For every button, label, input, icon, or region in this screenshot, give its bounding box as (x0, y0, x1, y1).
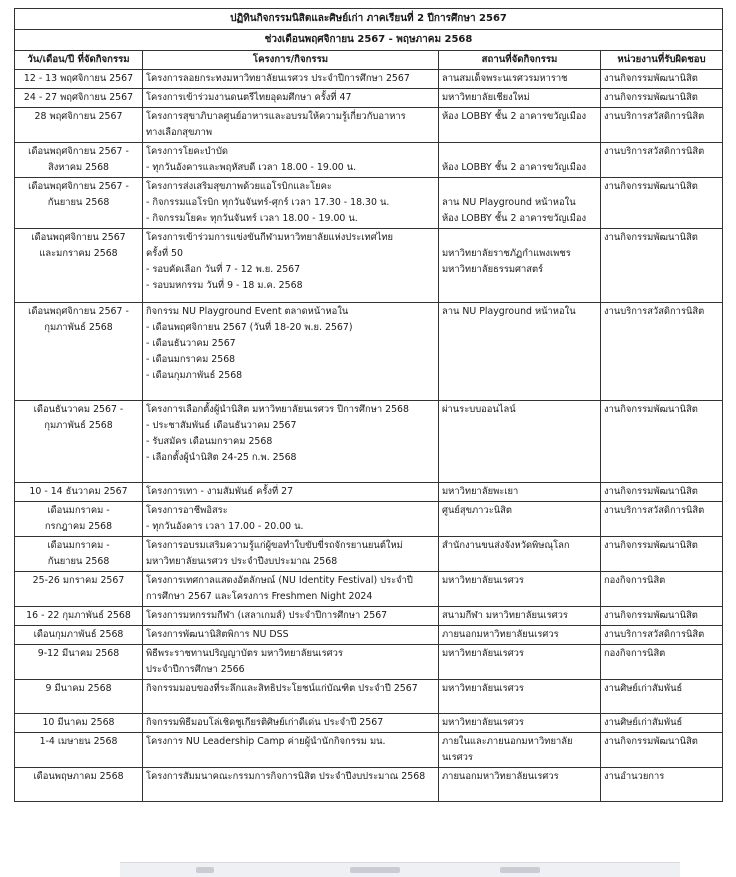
place-line: ห้อง LOBBY ชั้น 2 อาคารขวัญเมือง (442, 162, 587, 173)
date-line: เดือนมกราคม - (47, 540, 110, 551)
place-cell (439, 607, 601, 626)
date-cell (15, 178, 143, 229)
unit-line: งานกิจกรรมพัฒนานิสิต (604, 181, 698, 192)
place-cell (439, 537, 601, 572)
date-line: เดือนพฤศจิกายน 2567 (31, 232, 126, 243)
date-line: สิงหาคม 2568 (47, 162, 110, 173)
place-line: มหาวิทยาลัยนเรศวร (442, 575, 524, 586)
project-line: โครงการเข้าร่วมการแข่งขันกีฬามหาวิทยาลัยแห่งประเทศไทย (146, 232, 394, 243)
header-row (15, 51, 723, 70)
unit-cell (601, 178, 723, 229)
project-line: - กิจกรรมแอโรบิก ทุกวันจันทร์-ศุกร์ เวลา 17.30 - 18.30 น. (146, 197, 390, 208)
table-row (15, 626, 723, 645)
date-cell (15, 303, 143, 401)
date-line: กุมภาพันธ์ 2568 (44, 420, 113, 431)
project-line: - เดือนมกราคม 2568 (146, 354, 236, 365)
project-line: โครงการเลือกตั้งผู้นำนิสิต มหาวิทยาลัยนเรศวร ปีการศึกษา 2568 (146, 404, 409, 415)
date-cell (15, 626, 143, 645)
unit-line: งานกิจกรรมพัฒนานิสิต (604, 92, 698, 103)
date-line: เดือนกุมภาพันธ์ 2568 (33, 629, 124, 640)
toolbar-icon[interactable] (196, 867, 214, 873)
place-cell (439, 733, 601, 768)
place-cell (439, 680, 601, 714)
project-line: - กิจกรรมโยคะ ทุกวันจันทร์ เวลา 18.00 - 19.00 น. (146, 213, 358, 224)
subtitle-row (15, 30, 723, 51)
place-line: มหาวิทยาลัยนเรศวร (442, 717, 524, 728)
date-line: กรกฎาคม 2568 (44, 521, 113, 532)
unit-line: งานอำนวยการ (604, 771, 665, 782)
table-row (15, 178, 723, 229)
project-cell (143, 502, 439, 537)
unit-cell (601, 143, 723, 178)
unit-line: กองกิจการนิสิต (604, 648, 666, 659)
date-line: เดือนพฤษภาคม 2568 (33, 771, 124, 782)
project-line: กิจกรรมมอบของที่ระลึกและสิทธิประโยชน์แก่บัณฑิต ประจำปี 2567 (146, 683, 418, 694)
project-cell (143, 680, 439, 714)
date-line: 24 - 27 พฤศจิกายน 2567 (23, 92, 134, 103)
zoom-field[interactable] (350, 867, 400, 873)
place-line (442, 230, 597, 246)
project-cell (143, 733, 439, 768)
table-row (15, 401, 723, 483)
project-cell (143, 229, 439, 303)
date-line: เดือนพฤศจิกายน 2567 - (28, 146, 129, 157)
date-line: เดือนพฤศจิกายน 2567 - (28, 181, 129, 192)
place-cell (439, 89, 601, 108)
unit-cell (601, 645, 723, 680)
place-line (442, 179, 597, 195)
project-line: ประจำปีการศึกษา 2566 (146, 664, 245, 675)
unit-line: งานศิษย์เก่าสัมพันธ์ (604, 683, 683, 694)
date-line: 1-4 เมษายน 2568 (39, 736, 118, 747)
unit-line: งานบริการสวัสดิการนิสิต (604, 505, 705, 516)
place-cell (439, 483, 601, 502)
project-line: - เลือกตั้งผู้นำนิสิต 24-25 ก.พ. 2568 (146, 452, 297, 463)
unit-cell (601, 768, 723, 802)
project-line: - เดือนกุมภาพันธ์ 2568 (146, 370, 243, 381)
project-line: - เดือนธันวาคม 2567 (146, 338, 236, 349)
table-row (15, 70, 723, 89)
unit-line: งานบริการสวัสดิการนิสิต (604, 146, 705, 157)
date-cell (15, 89, 143, 108)
project-line: โครงการอาชีพอิสระ (146, 505, 228, 516)
header-unit: หน่วยงานที่รับผิดชอบ (601, 51, 723, 70)
unit-line: กองกิจการนิสิต (604, 575, 666, 586)
table-row (15, 229, 723, 303)
unit-line: งานกิจกรรมพัฒนานิสิต (604, 73, 698, 84)
project-line: - เดือนพฤศจิกายน 2567 (วันที่ 18-20 พ.ย. 2567) (146, 322, 353, 333)
date-cell (15, 229, 143, 303)
table-row (15, 572, 723, 607)
project-cell (143, 108, 439, 143)
place-line: ลานสมเด็จพระนเรศวรมหาราช (442, 73, 568, 84)
unit-cell (601, 303, 723, 401)
unit-cell (601, 607, 723, 626)
place-cell (439, 303, 601, 401)
project-cell (143, 178, 439, 229)
project-line: มหาวิทยาลัยนเรศวร ประจำปีงบประมาณ 2568 (146, 556, 338, 567)
project-line: โครงการพัฒนานิสิตพิการ NU DSS (146, 629, 289, 640)
date-line: 10 มีนาคม 2568 (42, 717, 115, 728)
place-line: มหาวิทยาลัยนเรศวร (442, 683, 524, 694)
project-line: โครงการเทศกาลแสดงอัตลักษณ์ (NU Identity Festival) ประจำปี (146, 575, 413, 586)
project-line: - ทุกวันอังคารและพฤหัสบดี เวลา 18.00 - 19.00 น. (146, 162, 357, 173)
activity-calendar-table (14, 8, 723, 802)
table-row (15, 733, 723, 768)
date-cell (15, 401, 143, 483)
date-cell (15, 768, 143, 802)
project-line: โครงการมหกรรมกีฬา (เสลาเกมส์) ประจำปีการศึกษา 2567 (146, 610, 388, 621)
place-cell (439, 768, 601, 802)
place-line: มหาวิทยาลัยเชียงใหม่ (442, 92, 530, 103)
project-line: โครงการสัมมนาคณะกรรมการกิจการนิสิต ประจำปีงบประมาณ 2568 (146, 771, 426, 782)
calendar-page (14, 8, 722, 802)
unit-cell (601, 626, 723, 645)
date-line: 25-26 มกราคม 2567 (32, 575, 125, 586)
unit-cell (601, 733, 723, 768)
place-line: ห้อง LOBBY ชั้น 2 อาคารขวัญเมือง (442, 213, 587, 224)
date-cell (15, 645, 143, 680)
place-cell (439, 502, 601, 537)
unit-cell (601, 401, 723, 483)
place-cell (439, 143, 601, 178)
unit-cell (601, 537, 723, 572)
project-line: - รอบมหกรรม วันที่ 9 - 18 ม.ค. 2568 (146, 280, 303, 291)
place-line: นเรศวร (442, 752, 473, 763)
date-cell (15, 483, 143, 502)
place-cell (439, 626, 601, 645)
place-line: มหาวิทยาลัยธรรมศาสตร์ (442, 264, 544, 275)
place-line: ศูนย์สุขภาวะนิสิต (442, 505, 512, 516)
project-line: - รับสมัคร เดือนมกราคม 2568 (146, 436, 273, 447)
unit-cell (601, 680, 723, 714)
project-line: โครงการอบรมเสริมความรู้แก่ผู้ขอทำใบขับขี่รถจักรยานยนต์ใหม่ (146, 540, 403, 551)
unit-cell (601, 89, 723, 108)
date-line: 9 มีนาคม 2568 (45, 683, 112, 694)
project-line: ครั้งที่ 50 (146, 248, 183, 259)
date-cell (15, 714, 143, 733)
table-row (15, 89, 723, 108)
date-line: 28 พฤศจิกายน 2567 (34, 111, 123, 122)
place-line: ลาน NU Playground หน้าหอใน (442, 197, 576, 208)
project-cell (143, 143, 439, 178)
table-row (15, 714, 723, 733)
project-cell (143, 401, 439, 483)
project-cell (143, 714, 439, 733)
date-cell (15, 143, 143, 178)
place-cell (439, 178, 601, 229)
project-line: โครงการ NU Leadership Camp ค่ายผู้นำนักกิจกรรม มน. (146, 736, 386, 747)
table-row (15, 483, 723, 502)
place-cell (439, 401, 601, 483)
date-line: 16 - 22 กุมภาพันธ์ 2568 (26, 610, 131, 621)
place-cell (439, 572, 601, 607)
table-row (15, 502, 723, 537)
project-line: โครงการเข้าร่วมงานดนตรีไทยอุดมศึกษา ครั้งที่ 47 (146, 92, 352, 103)
unit-cell (601, 483, 723, 502)
unit-line: งานกิจกรรมพัฒนานิสิต (604, 486, 698, 497)
place-line: สนามกีฬา มหาวิทยาลัยนเรศวร (442, 610, 568, 621)
table-row (15, 537, 723, 572)
place-line (442, 144, 597, 160)
unit-line: งานบริการสวัสดิการนิสิต (604, 111, 705, 122)
project-line: - ประชาสัมพันธ์ เดือนธันวาคม 2567 (146, 420, 297, 431)
table-body (15, 70, 723, 802)
date-line: เดือนมกราคม - (47, 505, 110, 516)
unit-cell (601, 70, 723, 89)
date-line: เดือนธันวาคม 2567 - (33, 404, 124, 415)
table-row (15, 607, 723, 626)
project-line: โครงการลอยกระทงมหาวิทยาลัยนเรศวร ประจำปีการศึกษา 2567 (146, 73, 410, 84)
project-line: พิธีพระราชทานปริญญาบัตร มหาวิทยาลัยนเรศวร (146, 648, 343, 659)
unit-line: งานกิจกรรมพัฒนานิสิต (604, 404, 698, 415)
unit-line: งานศิษย์เก่าสัมพันธ์ (604, 717, 683, 728)
project-line: กิจกรรม NU Playground Event ตลาดหน้าหอใน (146, 306, 349, 317)
unit-cell (601, 502, 723, 537)
place-line: มหาวิทยาลัยราชภัฏกำแพงเพชร (442, 248, 571, 259)
page-field[interactable] (500, 867, 540, 873)
date-line: กันยายน 2568 (47, 556, 110, 567)
unit-cell (601, 572, 723, 607)
date-cell (15, 502, 143, 537)
project-cell (143, 768, 439, 802)
header-project: โครงการ/กิจกรรม (143, 51, 439, 70)
date-line: เดือนพฤศจิกายน 2567 - (28, 306, 129, 317)
place-line: มหาวิทยาลัยนเรศวร (442, 648, 524, 659)
table-row (15, 303, 723, 401)
place-cell (439, 645, 601, 680)
project-line: กิจกรรมพิธีมอบโล่เชิดชูเกียรติศิษย์เก่าดีเด่น ประจำปี 2567 (146, 717, 384, 728)
place-cell (439, 70, 601, 89)
unit-line: งานกิจกรรมพัฒนานิสิต (604, 540, 698, 551)
table-row (15, 143, 723, 178)
date-cell (15, 733, 143, 768)
project-line: โครงการส่งเสริมสุขภาพด้วยแอโรบิกและโยคะ (146, 181, 332, 192)
table-subtitle: ช่วงเดือนพฤศจิกายน 2567 - พฤษภาคม 2568 (15, 30, 723, 51)
unit-line: งานบริการสวัสดิการนิสิต (604, 306, 705, 317)
project-line: โครงการสุขาภิบาลศูนย์อาหารและอบรมให้ความรู้เกี่ยวกับอาหาร (146, 111, 406, 122)
place-line: ห้อง LOBBY ชั้น 2 อาคารขวัญเมือง (442, 111, 587, 122)
header-date: วัน/เดือน/ปี ที่จัดกิจกรรม (15, 51, 143, 70)
project-cell (143, 483, 439, 502)
project-line: ทางเลือกสุขภาพ (146, 127, 213, 138)
place-line: ผ่านระบบออนไลน์ (442, 404, 516, 415)
table-title: ปฏิทินกิจกรรมนิสิตและศิษย์เก่า ภาคเรียนที่ 2 ปีการศึกษา 2567 (15, 9, 723, 30)
place-line: มหาวิทยาลัยพะเยา (442, 486, 519, 497)
place-line: ภายในและภายนอกมหาวิทยาลัย (442, 736, 573, 747)
place-line: ภายนอกมหาวิทยาลัยนเรศวร (442, 629, 559, 640)
unit-line: งานบริการสวัสดิการนิสิต (604, 629, 705, 640)
project-line: โครงการเทา - งามสัมพันธ์ ครั้งที่ 27 (146, 486, 294, 497)
project-line: - รอบคัดเลือก วันที่ 7 - 12 พ.ย. 2567 (146, 264, 301, 275)
date-line: กันยายน 2568 (47, 197, 110, 208)
unit-cell (601, 714, 723, 733)
project-line: - ทุกวันอังคาร เวลา 17.00 - 20.00 น. (146, 521, 304, 532)
place-line: ลาน NU Playground หน้าหอใน (442, 306, 576, 317)
header-place: สถานที่จัดกิจกรรม (439, 51, 601, 70)
date-line: กุมภาพันธ์ 2568 (44, 322, 113, 333)
date-cell (15, 70, 143, 89)
place-cell (439, 714, 601, 733)
table-row (15, 768, 723, 802)
date-cell (15, 108, 143, 143)
unit-line: งานกิจกรรมพัฒนานิสิต (604, 610, 698, 621)
viewer-toolbar (120, 862, 680, 877)
table-row (15, 645, 723, 680)
project-cell (143, 70, 439, 89)
project-cell (143, 303, 439, 401)
date-cell (15, 607, 143, 626)
table-row (15, 108, 723, 143)
unit-cell (601, 229, 723, 303)
project-cell (143, 89, 439, 108)
place-cell (439, 229, 601, 303)
project-cell (143, 645, 439, 680)
table-row (15, 680, 723, 714)
project-line: การศึกษา 2567 และโครงการ Freshmen Night 2024 (146, 591, 373, 602)
date-line: 12 - 13 พฤศจิกายน 2567 (23, 73, 134, 84)
project-cell (143, 626, 439, 645)
project-cell (143, 572, 439, 607)
date-line: และมกราคม 2568 (39, 248, 118, 259)
place-cell (439, 108, 601, 143)
project-cell (143, 537, 439, 572)
place-line: สำนักงานขนส่งจังหวัดพิษณุโลก (442, 540, 570, 551)
unit-line: งานกิจกรรมพัฒนานิสิต (604, 736, 698, 747)
project-cell (143, 607, 439, 626)
unit-line: งานกิจกรรมพัฒนานิสิต (604, 232, 698, 243)
project-line: โครงการโยคะบำบัด (146, 146, 228, 157)
date-line: 9-12 มีนาคม 2568 (37, 648, 120, 659)
date-line: 10 - 14 ธันวาคม 2567 (29, 486, 128, 497)
title-row (15, 9, 723, 30)
date-cell (15, 572, 143, 607)
unit-cell (601, 108, 723, 143)
place-line: ภายนอกมหาวิทยาลัยนเรศวร (442, 771, 559, 782)
date-cell (15, 680, 143, 714)
date-cell (15, 537, 143, 572)
